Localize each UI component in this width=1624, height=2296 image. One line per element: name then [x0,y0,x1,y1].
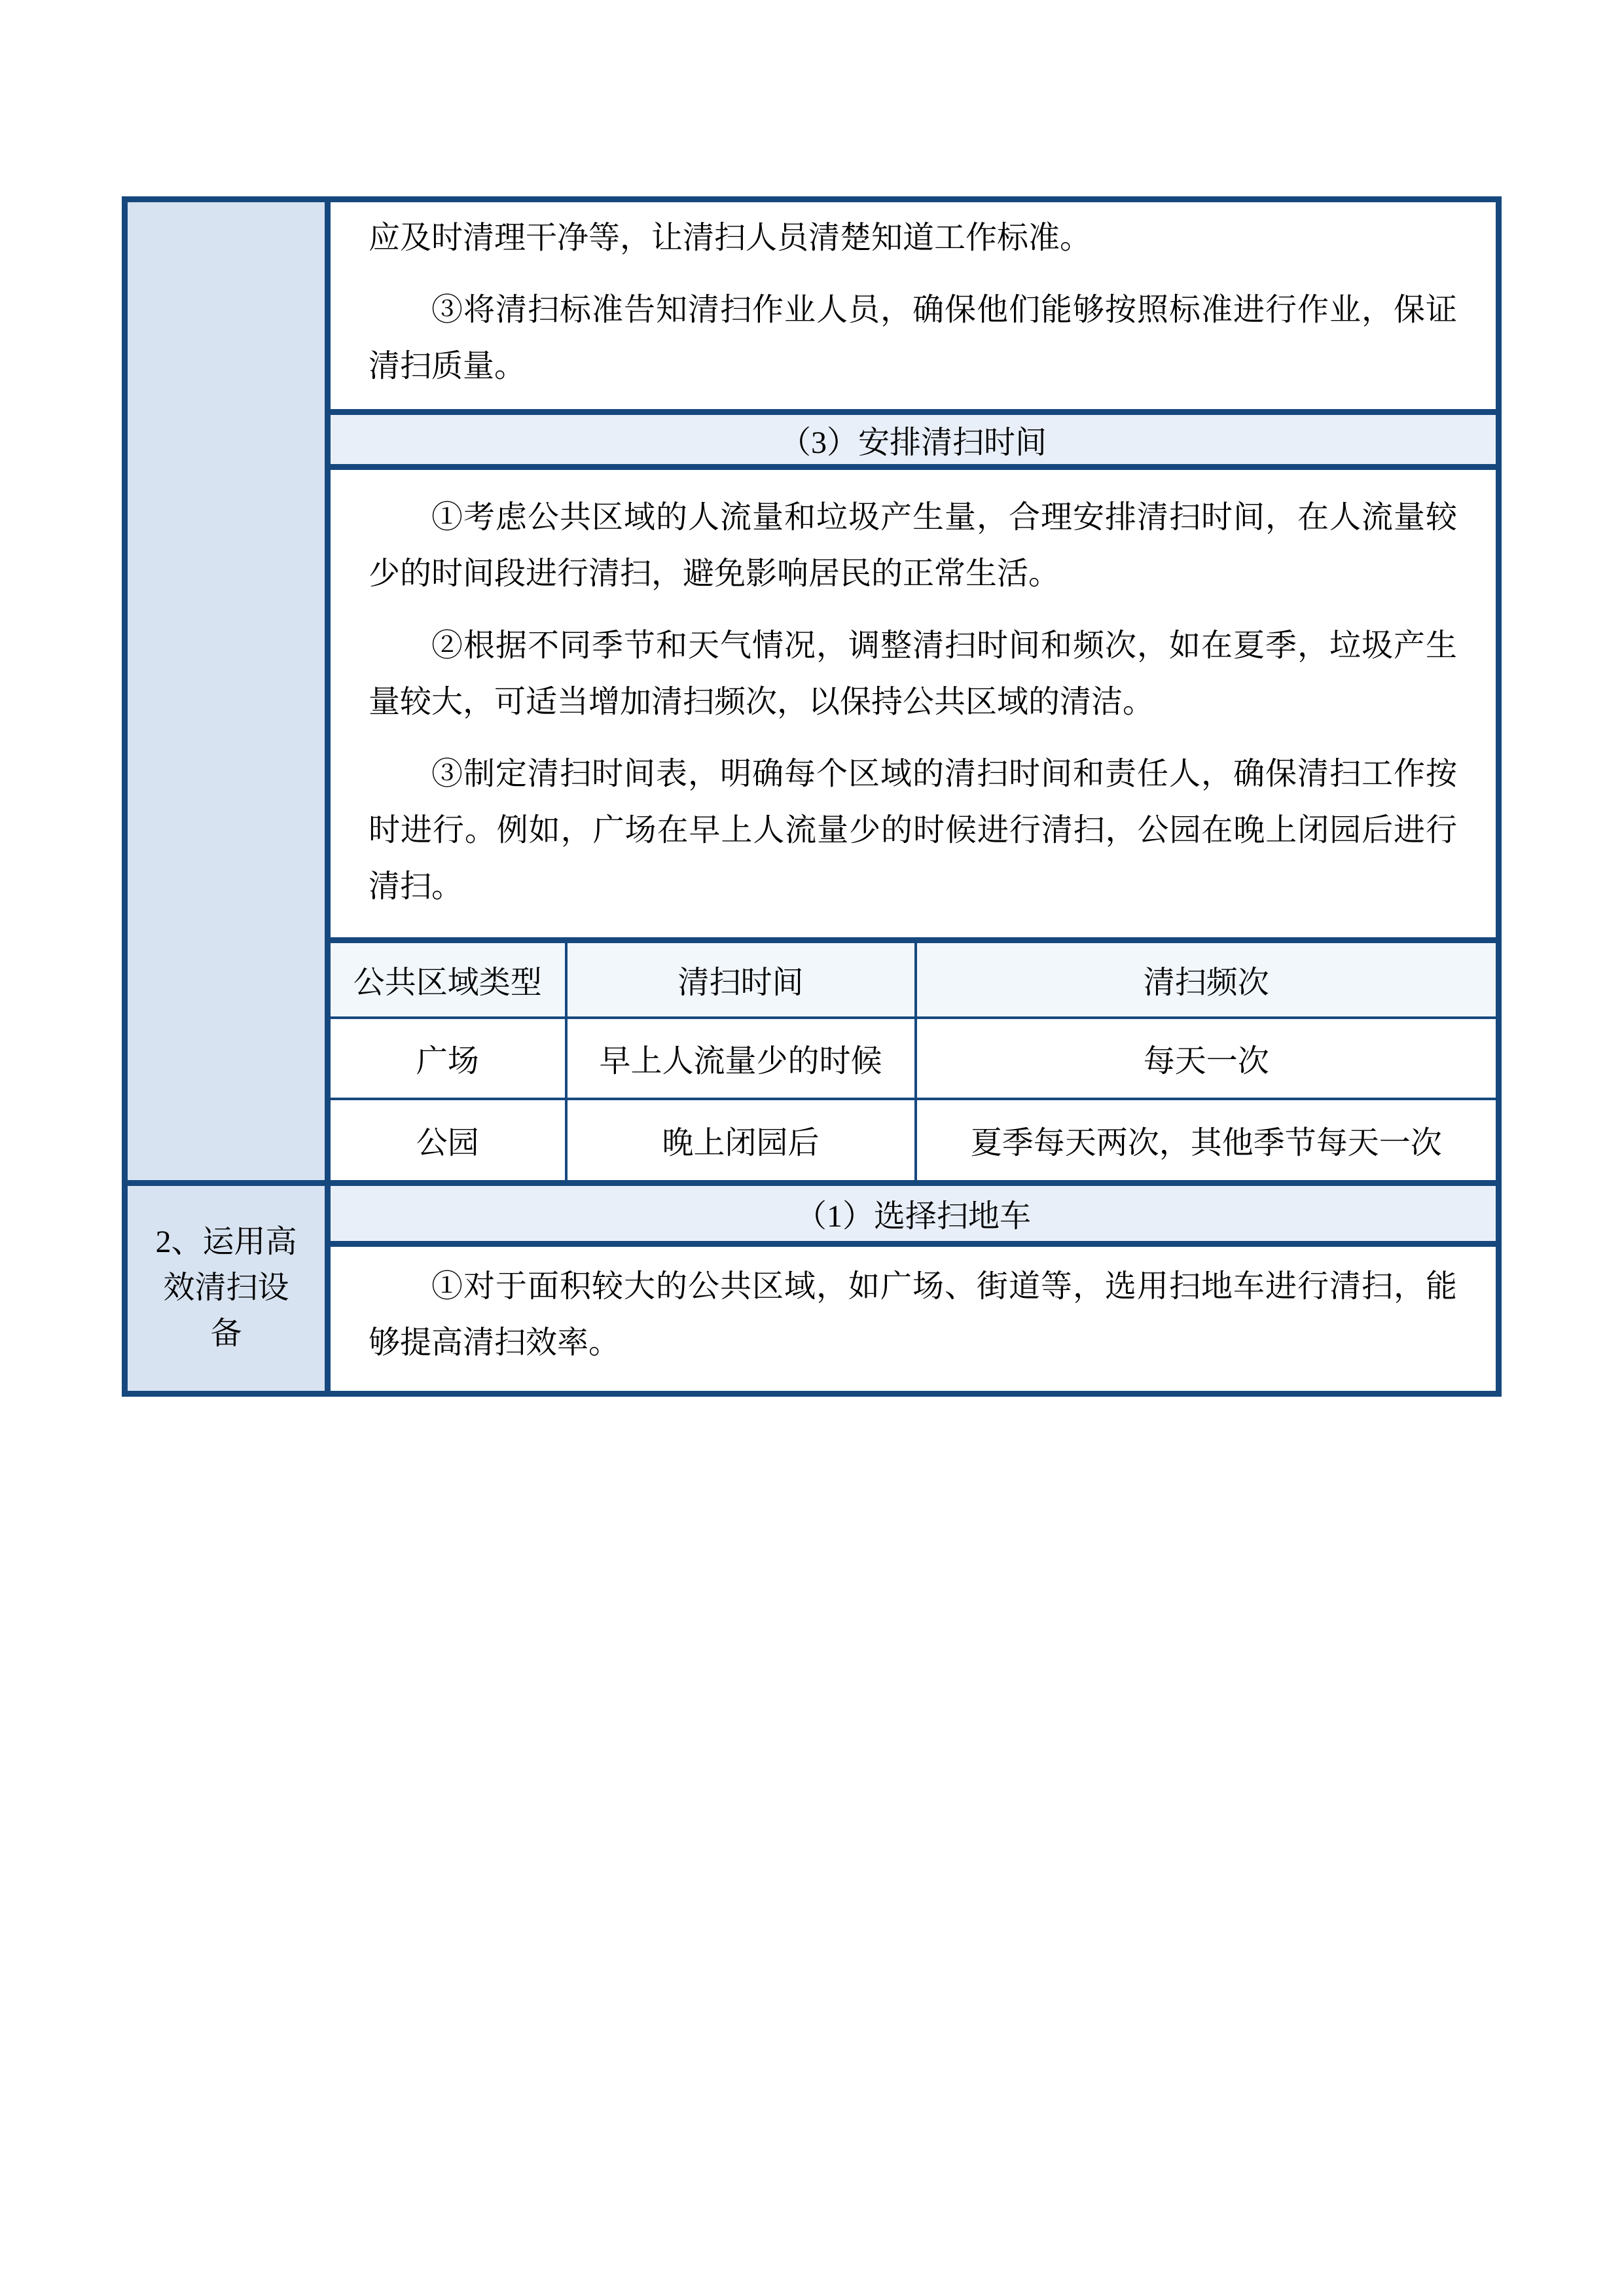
label-line: 2、运用高 [155,1225,297,1259]
table-cell-area: 公园 [331,1099,566,1180]
table-row-plaza [331,1018,1496,1099]
paragraph: ②根据不同季节和天气情况，调整清扫时间和频次，如在夏季，垃圾产生量较大，可适当增加清扫频次，以保持公共区域的清洁。 [369,628,1457,719]
subsection-header-choose-sweeper [331,1186,1496,1241]
table-cell-time: 晚上闭园后 [566,1099,916,1180]
subsection-title: （1）选择扫地车 [795,1199,1031,1234]
subsection-header-arrange-time [331,409,1496,464]
text-block-schedule-details [331,464,1496,937]
section-label-cell-empty [128,202,331,1180]
paragraph: 应及时清理干净等，让清扫人员清楚知道工作标准。 [369,221,1092,255]
column-header-clean-frequency: 清扫频次 [916,941,1496,1018]
subsection-title: （3）安排清扫时间 [779,425,1047,460]
text-block-sweeper-details [331,1241,1496,1391]
column-header-area-type: 公共区域类型 [331,941,566,1018]
schedule-table-header-row [331,941,1496,1018]
text-block-standards-continuation [331,202,1496,409]
section-content-cell [331,202,1496,1180]
column-header-clean-time: 清扫时间 [566,941,916,1018]
label-line: 效清扫设 [163,1270,289,1305]
section-content-cell [331,1186,1496,1391]
section-label-equipment [128,1186,331,1391]
section-row-efficient-equipment [128,1180,1496,1391]
paragraph: ①对于面积较大的公共区域，如广场、街道等，选用扫地车进行清扫，能够提高清扫效率。 [369,1268,1457,1360]
table-row-park [331,1099,1496,1180]
procedure-table [122,196,1502,1397]
schedule-table [331,937,1496,1180]
label-line: 备 [210,1316,242,1351]
table-cell-time: 早上人流量少的时候 [566,1018,916,1099]
section-row-cleaning-schedule [128,202,1496,1180]
paragraph: ③制定清扫时间表，明确每个区域的清扫时间和责任人，确保清扫工作按时进行。例如，广场在早上人流量少的时候进行清扫，公园在晚上闭园后进行清扫。 [369,757,1457,904]
table-cell-area: 广场 [331,1018,566,1099]
paragraph: ①考虑公共区域的人流量和垃圾产生量，合理安排清扫时间，在人流量较少的时间段进行清扫，避免影响居民的正常生活。 [369,500,1457,591]
paragraph: ③将清扫标准告知清扫作业人员，确保他们能够按照标准进行作业，保证清扫质量。 [369,293,1457,384]
table-cell-frequency: 每天一次 [916,1018,1496,1099]
table-cell-frequency: 夏季每天两次，其他季节每天一次 [916,1099,1496,1180]
